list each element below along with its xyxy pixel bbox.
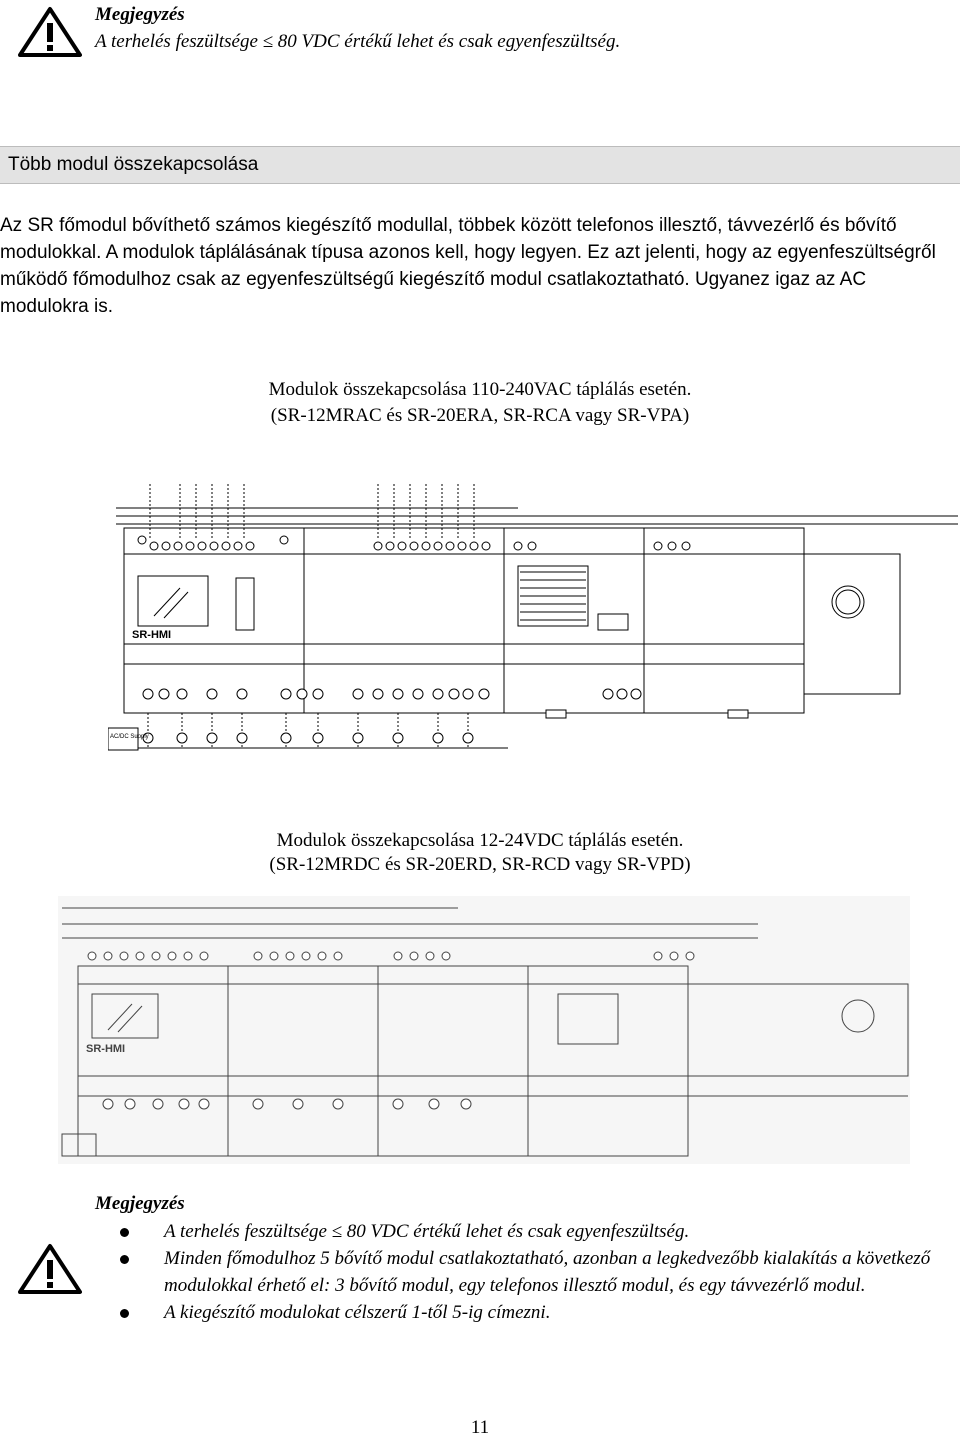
section-heading-bar — [0, 146, 960, 184]
note-item-text: A terhelés feszültsége ≤ 80 VDC értékű lehet és csak egyenfeszültség. — [164, 1221, 690, 1242]
bullet-icon — [120, 1255, 129, 1264]
bottom-note-title: Megjegyzés — [95, 1193, 185, 1214]
warning-triangle-icon — [18, 1243, 82, 1295]
bullet-icon — [120, 1228, 129, 1237]
ac-hmi-label: SR-HMI — [132, 629, 172, 641]
list-item — [120, 1245, 950, 1299]
section-paragraph: Az SR főmodul bővíthető számos kiegészítő modullal, többek között telefonos illesztő, távvezérlő és bővítő modulokkal. A modulok táplálásának típusa azonos kell, hogy legyen. Ez azt jelenti, hogy az egyenfeszültségről működő főmodulhoz csak az egyenfeszültségű kiegészítő modul csatlakoztatható. Ugyanez igaz az AC modulokra is. — [0, 215, 936, 317]
top-note-text: A terhelés feszültsége ≤ 80 VDC értékű lehet és csak egyenfeszültség. — [95, 31, 621, 52]
note-item-text: A kiegészítő modulokat célszerű 1-től 5-ig címezni. — [164, 1302, 551, 1323]
note-item-text: Minden főmodulhoz 5 bővítő modul csatlakoztatható, azonban a legkedvezőbb kialakítás a következő modulokkal érhető el: 3 bővítő modul, egy telefonos illesztő modul, és egy távvezérlő modul. — [164, 1248, 931, 1296]
top-note-title: Megjegyzés — [95, 4, 185, 25]
dc-caption-line1: Modulok összekapcsolása 12-24VDC táplálás esetén. — [276, 830, 684, 851]
page-number: 11 — [470, 1417, 490, 1438]
ac-caption-line1: Modulok összekapcsolása 110-240VAC táplálás esetén. — [268, 379, 692, 400]
section-title: Több modul összekapcsolása — [8, 154, 259, 175]
dc-wiring-diagram — [58, 896, 910, 1164]
ac-supply-label: AC/DC Supply — [110, 734, 149, 740]
bullet-icon — [120, 1309, 129, 1318]
dc-hmi-label: SR-HMI — [86, 1043, 126, 1055]
warning-triangle-icon — [18, 6, 82, 58]
bottom-note-list — [120, 1218, 950, 1326]
ac-caption-line2: (SR-12MRAC és SR-20ERA, SR-RCA vagy SR-VPA) — [270, 405, 690, 426]
dc-caption-line2: (SR-12MRDC és SR-20ERD, SR-RCD vagy SR-VPD) — [269, 854, 691, 875]
list-item — [120, 1218, 950, 1245]
list-item — [120, 1299, 950, 1326]
ac-wiring-diagram — [108, 476, 960, 758]
